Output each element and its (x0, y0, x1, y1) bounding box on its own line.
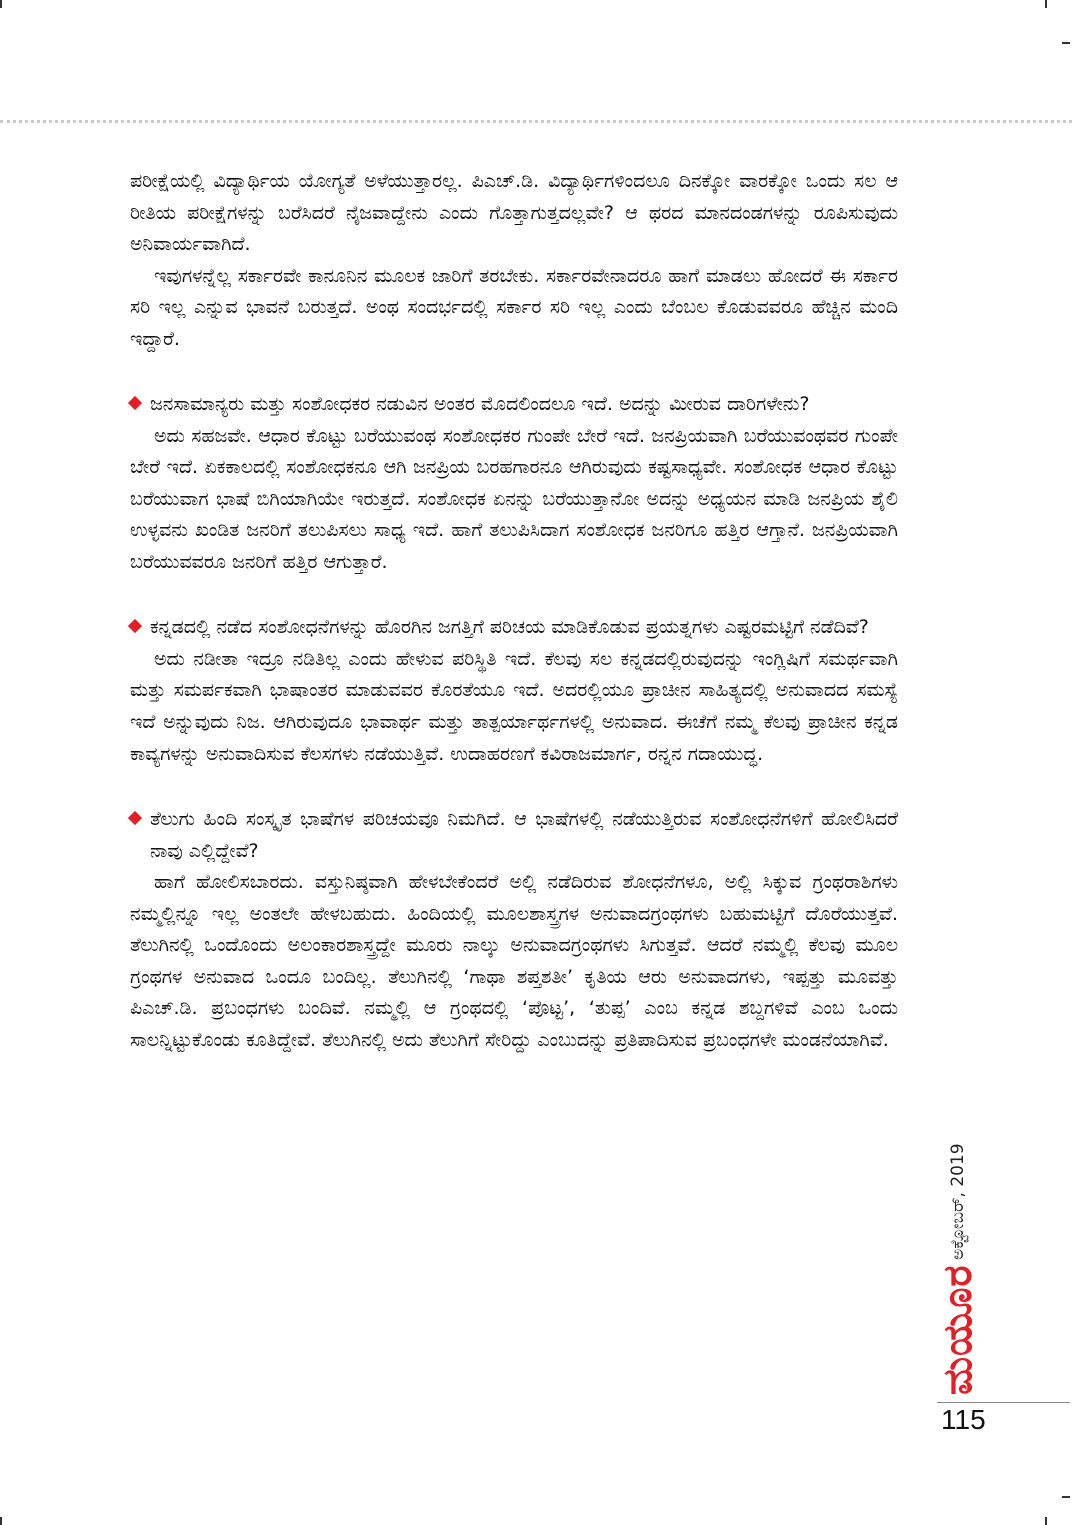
red-diamond-bullet-icon (128, 396, 142, 410)
issue-date: ಅಕ್ಟೋಬರ್, 2019 (948, 1143, 968, 1260)
crop-mark-top-right (1045, 0, 1047, 8)
header-dotted-rule (0, 120, 1072, 123)
question-text: ಕನ್ನಡದಲ್ಲಿ ನಡೆದ ಸಂಶೋಧನೆಗಳನ್ನು ಹೊರಗಿನ ಜಗತ್ತಿಗೆ ಪರಿಚಯ ಮಾಡಿಕೊಡುವ ಪ್ರಯತ್ನಗಳು ಎಷ್ಟರಮಟ್ಟಿಗೆ ನಡೆದಿವೆ? (150, 616, 869, 639)
answer-2: ಅದು ನಡೀತಾ ಇದ್ರೂ ನಡಿತಿಲ್ಲ ಎಂದು ಹೇಳುವ ಪರಿಸ್ಥಿತಿ ಇದೆ. ಕೆಲವು ಸಲ ಕನ್ನಡದಲ್ಲಿರುವುದನ್ನು ಇಂಗ್ಲಿಷಿಗೆ ಸಮರ್ಥವಾಗಿ ಮತ್ತು ಸಮರ್ಪಕವಾಗಿ ಭಾಷಾಂತರ ಮಾಡುವವರ ಕೊರತೆಯೂ ಇದೆ. ಅದರಲ್ಲಿಯೂ ಪ್ರಾಚೀನ ಸಾಹಿತ್ಯದಲ್ಲಿ ಅನುವಾದದ ಸಮಸ್ಯೆ ಇದೆ ಅನ್ನುವುದು ನಿಜ. ಆಗಿರುವುದೂ ಭಾವಾರ್ಥ ಮತ್ತು ತಾತ್ಪರ್ಯಾರ್ಥಗಳಲ್ಲಿ ಅನುವಾದ. ಈಚೆಗೆ ನಮ್ಮ ಕೆಲವು ಪ್ರಾಚೀನ ಕನ್ನಡ ಕಾವ್ಯಗಳನ್ನು ಅನುವಾದಿಸುವ ಕೆಲಸಗಳು ನಡೆಯುತ್ತಿವೆ. ಉದಾಹರಣಗೆ ಕವಿರಾಜಮಾರ್ಗ, ರನ್ನನ ಗದಾಯುದ್ಧ. (130, 647, 898, 765)
red-diamond-bullet-icon (128, 619, 142, 633)
crop-mark-bottom-right (1045, 1517, 1047, 1525)
red-diamond-bullet-icon (128, 811, 142, 825)
crop-mark-top-left (0, 0, 2, 8)
page-number-rule (937, 1402, 1070, 1403)
page-number: 115 (941, 1404, 986, 1435)
crop-mark-right-bottom (1062, 1496, 1070, 1498)
answer-3: ಹಾಗೆ ಹೋಲಿಸಬಾರದು. ವಸ್ತುನಿಷ್ಠವಾಗಿ ಹೇಳಬೇಕೆಂದರೆ ಅಲ್ಲಿ ನಡೆದಿರುವ ಶೋಧನೆಗಳೂ, ಅಲ್ಲಿ ಸಿಕ್ಕುವ ಗ್ರಂಥರಾಶಿಗಳು ನಮ್ಮಲ್ಲಿನ್ನೂ ಇಲ್ಲ ಅಂತಲೇ ಹೇಳಬಹುದು. ಹಿಂದಿಯಲ್ಲಿ ಮೂಲಶಾಸ್ತ್ರಗಳ ಅನುವಾದಗ್ರಂಥಗಳು ಬಹುಮಟ್ಟಿಗೆ ದೊರೆಯುತ್ತವೆ. ತೆಲುಗಿನಲ್ಲಿ ಒಂದೊಂದು ಅಲಂಕಾರಶಾಸ್ತ್ರದ್ದೇ ಮೂರು ನಾಲ್ಕು ಅನುವಾದಗ್ರಂಥಗಳು ಸಿಗುತ್ತವೆ. ಆದರೆ ನಮ್ಮಲ್ಲಿ ಕೆಲವು ಮೂಲ ಗ್ರಂಥಗಳ ಅನುವಾದ ಒಂದೂ ಬಂದಿಲ್ಲ. ತೆಲುಗಿನಲ್ಲಿ ‘ಗಾಥಾ ಶಪ್ತಶತೀ’ ಕೃತಿಯ ಆರು ಅನುವಾದಗಳು, ಇಪ್ಪತ್ತು ಮೂವತ್ತು ಪಿಎಚ್.ಡಿ. ಪ್ರಬಂಧಗಳು ಬಂದಿವೆ. ನಮ್ಮಲ್ಲಿ ಆ ಗ್ರಂಥದಲ್ಲಿ ‘ಪೊಟ್ಟ’, ‘ತುಪ್ಪ’ ಎಂಬ ಕನ್ನಡ ಶಬ್ದಗಳಿವೆ ಎಂಬ ಒಂದು ಸಾಲನ್ನಿಟ್ಟುಕೊಂಡು ಕೂತಿದ್ದೇವೆ. ತೆಲುಗಿನಲ್ಲಿ ಅದು ತೆಲುಗಿಗೆ ಸೇರಿದ್ದು ಎಂಬುದನ್ನು ಪ್ರತಿಪಾದಿಸುವ ಪ್ರಬಂಧಗಳೇ ಮಂಡನೆಯಾಗಿವೆ. (130, 871, 898, 1051)
crop-mark-right-top (1062, 42, 1070, 44)
answer-1: ಅದು ಸಹಜವೇ. ಆಧಾರ ಕೊಟ್ಟು ಬರೆಯುವಂಥ ಸಂಶೋಧಕರ ಗುಂಪೇ ಬೇರೆ ಇದೆ. ಜನಪ್ರಿಯವಾಗಿ ಬರೆಯುವಂಥವರ ಗುಂಪೇ ಬೇರೆ ಇದೆ. ಏಕಕಾಲದಲ್ಲಿ ಸಂಶೋಧಕನೂ ಆಗಿ ಜನಪ್ರಿಯ ಬರಹಗಾರನೂ ಆಗಿರುವುದು ಕಷ್ಟಸಾಧ್ಯವೇ. ಸಂಶೋಧಕ ಆಧಾರ ಕೊಟ್ಟು ಬರೆಯುವಾಗ ಭಾಷೆ ಬಿಗಿಯಾಗಿಯೇ ಇರುತ್ತದೆ. ಸಂಶೋಧಕ ಏನನ್ನು ಬರೆಯುತ್ತಾನೋ ಅದನ್ನು ಅಧ್ಯಯನ ಮಾಡಿ ಜನಪ್ರಿಯ ಶೈಲಿ ಉಳ್ಳವನು ಖಂಡಿತ ಜನರಿಗೆ ತಲುಪಿಸಲು ಸಾಧ್ಯ ಇದೆ. ಹಾಗೆ ತಲುಪಿಸಿದಾಗ ಸಂಶೋಧಕ ಜನರಿಗೂ ಹತ್ತಿರ ಆಗ್ತಾನೆ. ಜನಪ್ರಿಯವಾಗಿ ಬರೆಯುವವರೂ ಜನರಿಗೆ ಹತ್ತಿರ ಆಗುತ್ತಾರೆ. (130, 424, 898, 573)
question-3 (130, 804, 898, 867)
question-text: ಜನಸಾಮಾನ್ಯರು ಮತ್ತು ಸಂಶೋಧಕರ ನಡುವಿನ ಅಂತರ ಮೊದಲಿಂದಲೂ ಇದೆ. ಅದನ್ನು ಮೀರುವ ದಾರಿಗಳೇನು? (150, 393, 810, 416)
crop-mark-bottom-left (0, 1517, 2, 1525)
intro-paragraph-1: ಪರೀಕ್ಷೆಯಲ್ಲಿ ವಿದ್ಯಾರ್ಥಿಯ ಯೋಗ್ಯತೆ ಅಳೆಯುತ್ತಾರಲ್ಲ. ಪಿಎಚ್.ಡಿ. ವಿದ್ಯಾರ್ಥಿಗಳಿಂದಲೂ ದಿನಕ್ಕೋ ವಾರಕ್ಕೋ ಒಂದು ಸಲ ಆ ರೀತಿಯ ಪರೀಕ್ಷೆಗಳನ್ನು ಬರೆಸಿದರೆ ನೈಜವಾದ್ದೇನು ಎಂದು ಗೊತ್ತಾಗುತ್ತದಲ್ಲವೇ? ಆ ಥರದ ಮಾನದಂಡಗಳನ್ನು ರೂಪಿಸುವುದು ಅನಿವಾರ್ಯವಾಗಿದೆ. (130, 170, 898, 256)
intro-paragraph-2: ಇವುಗಳನ್ನೆಲ್ಲ ಸರ್ಕಾರವೇ ಕಾನೂನಿನ ಮೂಲಕ ಜಾರಿಗೆ ತರಬೇಕು. ಸರ್ಕಾರವೇನಾದರೂ ಹಾಗೆ ಮಾಡಲು ಹೋದರೆ ಈ ಸರ್ಕಾರ ಸರಿ ಇಲ್ಲ ಎನ್ನುವ ಭಾವನೆ ಬರುತ್ತದೆ. ಅಂಥ ಸಂದರ್ಭದಲ್ಲಿ ಸರ್ಕಾರ ಸರಿ ಇಲ್ಲ ಎಂದು ಬೆಂಬಲ ಕೊಡುವವರೂ ಹೆಚ್ಚಿನ ಮಂದಿ ಇದ್ದಾರೆ. (130, 264, 898, 350)
question-1 (130, 389, 898, 421)
question-text: ತೆಲುಗು ಹಿಂದಿ ಸಂಸ್ಕೃತ ಭಾಷೆಗಳ ಪರಿಚಯವೂ ನಿಮಗಿದೆ. ಆ ಭಾಷೆಗಳಲ್ಲಿ ನಡೆಯುತ್ತಿರುವ ಸಂಶೋಧನೆಗಳಿಗೆ ಹೋಲಿಸಿದರೆ ನಾವು ಎಲ್ಲಿದ್ದೇವೆ? (150, 808, 898, 862)
question-2 (130, 612, 898, 644)
article-body (130, 166, 898, 1056)
magazine-logo: ಮಯೂರ (935, 1264, 981, 1395)
